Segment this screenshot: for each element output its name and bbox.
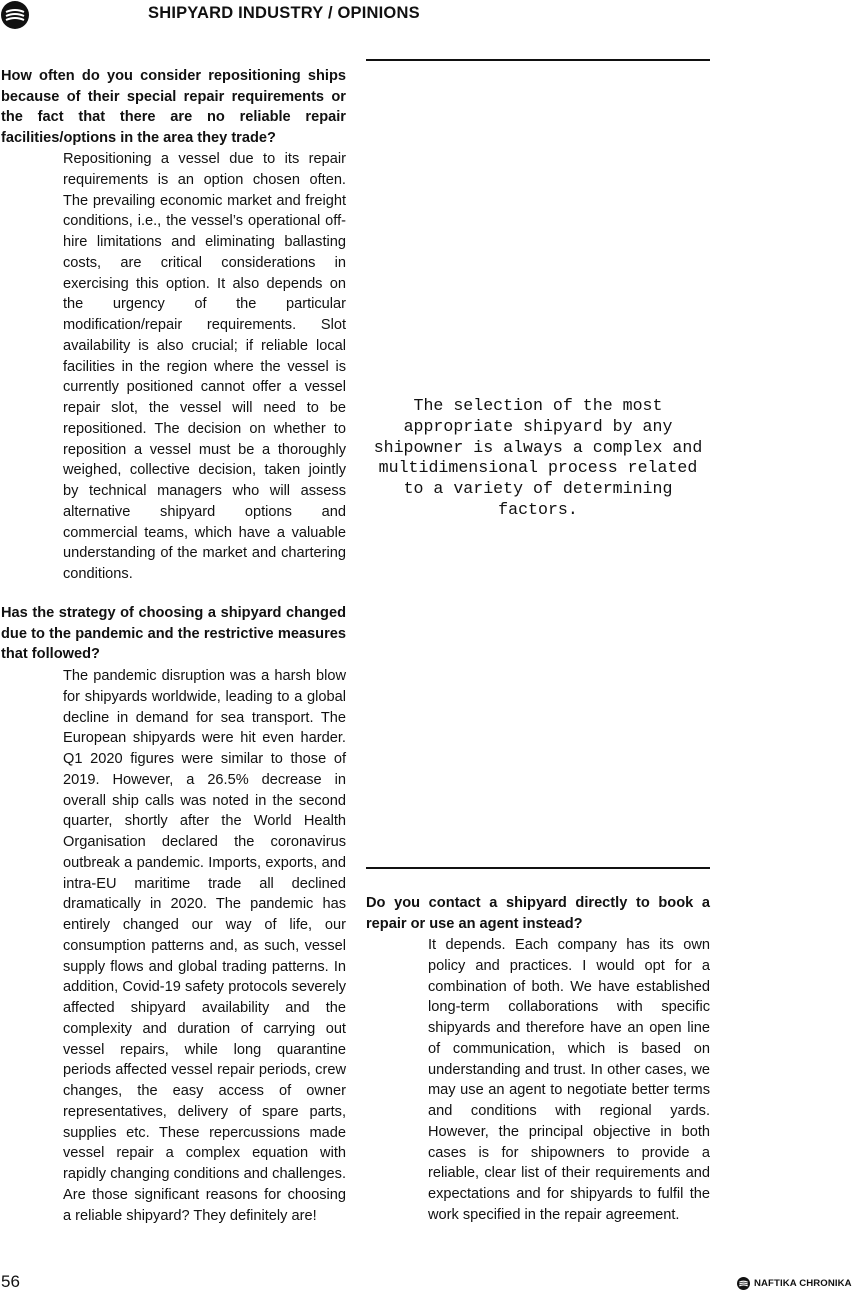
question-pandemic-strategy: Has the strategy of choosing a shipyard changed due to the pandemic and the restrictive measures that followed? <box>1 605 346 663</box>
brand-name: NAFTIKA CHRONIKA <box>754 1277 852 1289</box>
section-title: SHIPYARD INDUSTRY / OPINIONS <box>148 4 420 22</box>
question-repositioning-ships: How often do you consider repositioning ships because of their special repair requirements or the fact that there are no reliable repair facilities/options in the area they trade? <box>1 68 346 146</box>
pull-quote-top-rule <box>366 59 710 61</box>
page-number: 56 <box>1 1272 20 1291</box>
question-contact-shipyard: Do you contact a shipyard directly to book a repair or use an agent instead? <box>366 895 710 932</box>
footer-brand <box>737 1276 860 1290</box>
pull-quote-bottom-rule <box>366 867 710 869</box>
answer-repositioning-ships: Repositioning a vessel due to its repair requirements is an option chosen often. The prevailing economic market and freight conditions, i.e., the vessel’s operational off-hire limitations and eliminating ballasting costs, are critical considerations in exercising this option. It also depends on the urgency of the particular modification/repair requirements. Slot availability is also crucial; if reliable local facilities in the region where the vessel is currently positioned cannot offer a vessel repair slot, the vessel will need to be repositioned. The decision on whether to reposition a vessel must be a thoroughly weighed, collective decision, taken jointly by technical managers who will assess alternative shipyard options and commercial teams, which have a valuable understanding of the market and chartering conditions. <box>63 151 346 582</box>
answer-pandemic-strategy: The pandemic disruption was a harsh blow for shipyards worldwide, leading to a global decline in demand for sea transport. The European shipyards were hit even harder. Q1 2020 figures were similar to those of 2019. However, a 26.5% decrease in overall ship calls was noted in the second quarter, shortly after the World Health Organisation declared the coronavirus outbreak a pandemic. Imports, exports, and intra-EU maritime trade all declined dramatically in 2020. The pandemic has entirely changed our way of life, our consumption patterns and, as such, vessel supply flows and global trading patterns. In addition, Covid-19 safety protocols severely affected shipyard availability and the complexity and duration of carrying out vessel repairs, while long quarantine periods affected vessel repair periods, crew changes, the easy access of owner representatives, delivery of spare parts, supplies etc. These repercussions made vessel repair a complex equation with rapidly changing conditions and challenges. Are those significant reasons for choosing a reliable shipyard? They definitely are! <box>63 668 346 1224</box>
naftika-chronika-logo-icon <box>737 1277 750 1290</box>
pull-quote: The selection of the most appropriate shipyard by any shipowner is always a complex and multidimensional process related to a variety of determining factors. <box>373 396 703 519</box>
answer-contact-shipyard: It depends. Each company has its own policy and practices. I would opt for a combination of both. We have established long-term collaborations with specific shipyards and therefore have an open line of communication, which is based on understanding and trust. In other cases, we may use an agent to negotiate better terms and conditions with regional yards. However, the principal objective in both cases is for shipowners to provide a reliable, clear list of their requirements and expectations and for shipyards to fulfil the work specified in the repair agreement. <box>428 937 710 1223</box>
naftika-chronika-logo-icon <box>1 1 29 29</box>
